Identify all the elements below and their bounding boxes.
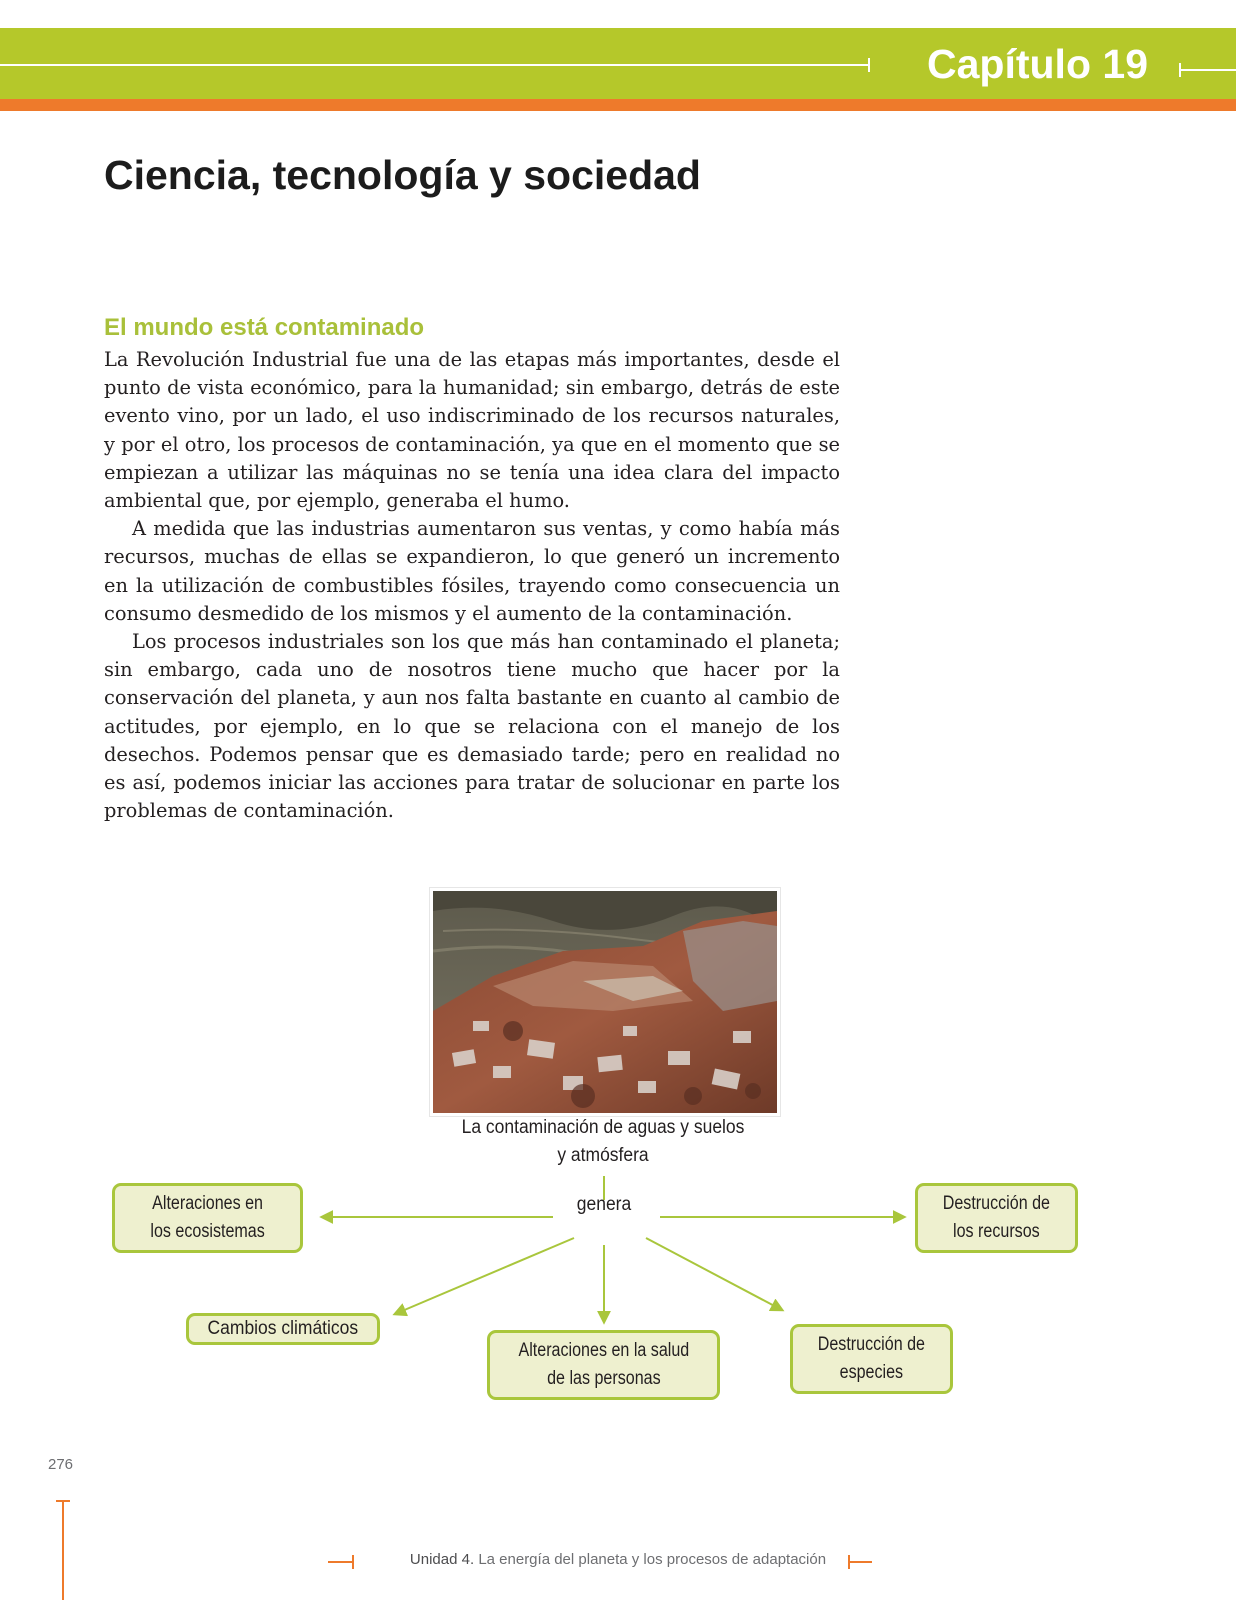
node-label: de las personas	[546, 1368, 661, 1389]
node-label: Destrucción de	[817, 1334, 926, 1355]
page-title: Ciencia, tecnología y sociedad	[104, 152, 701, 198]
node-label: Alteraciones en	[152, 1193, 263, 1214]
chapter-label: Capítulo 19	[927, 41, 1148, 87]
arrow-to-species	[646, 1238, 782, 1310]
arrow-to-climate	[395, 1238, 574, 1314]
node-ecosystems	[112, 1183, 303, 1253]
node-label: especies	[839, 1362, 904, 1383]
node-health	[487, 1330, 720, 1400]
caption-line: y atmósfera	[557, 1145, 649, 1166]
connector-label: genera	[576, 1194, 632, 1215]
page-number: 276	[48, 1456, 74, 1473]
node-label: Destrucción de	[942, 1193, 1051, 1214]
running-footer	[0, 1551, 1236, 1568]
caption-line: La contaminación de aguas y suelos	[461, 1117, 745, 1138]
node-label: los recursos	[953, 1221, 1040, 1242]
paragraph: A medida que las industrias aumentaron sus ventas, y como había más recursos, muchas de ellas se expandieron, lo que generó un incremento en la utilización de combustibles fósiles, trayendo como consecuencia un consumo desmedido de los mismos y el aumento de la contaminación.	[104, 517, 840, 625]
margin-rule	[62, 1500, 64, 1600]
node-resources	[915, 1183, 1078, 1253]
footer-unit-title: La energía del planeta y los procesos de adaptación	[478, 1551, 827, 1568]
node-climate	[186, 1313, 380, 1345]
paragraph: Los procesos industriales son los que más han contaminado el planeta; sin embargo, cada uno de nosotros tiene mucho que hacer por la conservación del planeta, y aun nos falta bastante en cuanto al cambio de actitudes, por ejemplo, en lo que se relaciona con el manejo de los desechos. Podemos pensar que es demasiado tarde; pero en realidad no es así, podemos iniciar las acciones para tratar de solucionar en parte los problemas de contaminación.	[104, 630, 840, 823]
section-title: El mundo está contaminado	[104, 314, 425, 341]
node-species	[790, 1324, 953, 1394]
node-label: Cambios climáticos	[207, 1318, 359, 1339]
footer-unit-label: Unidad 4.	[409, 1551, 475, 1568]
node-label: los ecosistemas	[150, 1221, 265, 1242]
node-label: Alteraciones en la salud	[518, 1340, 689, 1361]
paragraph: La Revolución Industrial fue una de las etapas más importantes, desde el punto de vista económico, para la humanidad; sin embargo, detrás de este evento vino, por un lado, el uso indiscriminado de los recursos naturales, y por el otro, los procesos de contaminación, ya que en el momento que se empiezan a utilizar las máquinas no se tenía una idea clara del impacto ambiental que, por ejemplo, generaba el humo.	[104, 348, 840, 513]
footer-rule	[848, 1561, 872, 1563]
